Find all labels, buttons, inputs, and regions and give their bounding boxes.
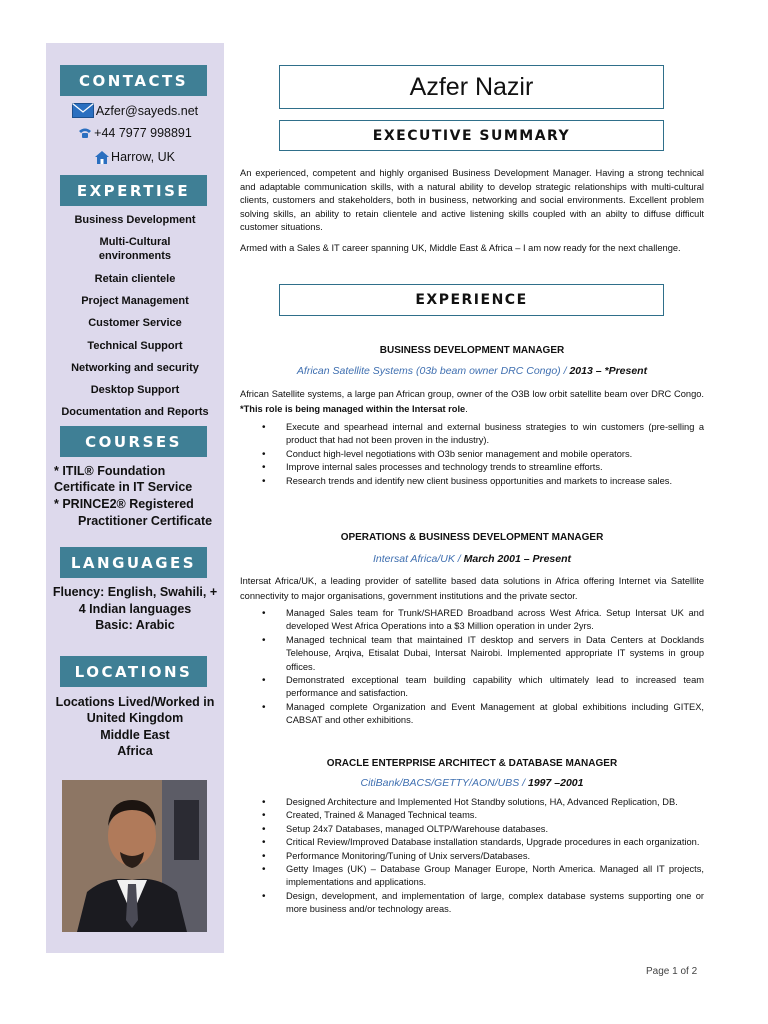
language-line: Basic: Arabic: [95, 618, 175, 632]
locations-heading: LOCATIONS: [60, 656, 207, 687]
location-line: [46, 150, 224, 164]
job-company: CitiBank/BACS/GETTY/AON/UBS: [360, 777, 520, 789]
job-description: Intersat Africa/UK, a leading provider of satellite based data solutions in Africa offering Internet via Satellite connectivity to major organisations, government institutions and the private sector.: [240, 576, 704, 601]
expertise-item: Desktop Support: [90, 384, 180, 396]
list-item: • Managed complete Organization and Event Management at global exhibitions including GITEX, CABSAT and other exhibitions.: [260, 701, 704, 728]
phone-icon: [78, 127, 92, 139]
list-item: • Managed technical team that maintained IT desktop and servers in Data Centers at Docklands Telehouse, Arqiva, Etisalat Dubai, Intersat Nairobi. Implemented appropriate IT systems in group offices.: [260, 634, 704, 674]
job-separator: /: [519, 777, 528, 789]
location-text: Harrow, UK: [111, 150, 175, 164]
page-number: Page 1 of 2: [646, 966, 698, 977]
job-description: [240, 387, 704, 416]
phone-line[interactable]: [46, 126, 224, 140]
job-years: 1997 –2001: [528, 777, 584, 789]
summary-heading-box: [279, 120, 664, 151]
expertise-item: Documentation and Reports: [61, 406, 209, 418]
job-desc-end: .: [465, 403, 468, 414]
languages-heading: LANGUAGES: [60, 547, 207, 578]
expertise-item: Project Management: [81, 295, 189, 307]
list-item: • Getty Images (UK) – Database Group Manager Europe, North America. Managed all IT projects, implementations and applications.: [260, 863, 704, 890]
summary-paragraph: An experienced, competent and highly organised Business Development Manager. Having a strong technical and adaptable communication skills, with a natural ability to develop strategic relationships with multi-cultural clients, customers and stakeholders, both in business, networking and social environments. Excellent problem solving skills, an ability to retain clientele and active listening skills coupled with an abilty to diffuse difficult customer situations.: [240, 168, 704, 232]
job-title: BUSINESS DEVELOPMENT MANAGER: [379, 345, 565, 356]
name-box: [279, 65, 664, 109]
list-item: • Research trends and identify new client business opportunities and markets to increase sales.: [260, 475, 704, 488]
job-bullets: [260, 421, 704, 488]
job-title: ORACLE ENTERPRISE ARCHITECT & DATABASE MANAGER: [326, 758, 618, 769]
job-title: OPERATIONS & BUSINESS DEVELOPMENT MANAGER: [340, 532, 604, 543]
envelope-icon: [72, 103, 94, 118]
course-line: Practitioner Certificate: [78, 514, 213, 528]
job-bullets: [260, 796, 704, 917]
expertise-item: Retain clientele: [94, 273, 176, 285]
list-item: • Execute and spearhead internal and external business strategies to win customers (pre-selling a product that had not been proven in the industry).: [260, 421, 704, 448]
list-item: • Critical Review/Improved Database installation standards, Upgrade procedures in each organization.: [260, 836, 704, 849]
list-item: • Managed Sales team for Trunk/SHARED Broadband across West Africa. Setup Intersat UK and developed West Africa Operations into a $3 Million operation in under 2yrs.: [260, 607, 704, 634]
location-item: Africa: [117, 744, 153, 758]
phone-text[interactable]: +44 7977 998891: [94, 126, 192, 140]
expertise-item: Technical Support: [87, 340, 183, 352]
job-employer-line: [240, 777, 704, 789]
course-line: Certificate in IT Service: [54, 480, 193, 494]
location-item: Locations Lived/Worked in: [55, 695, 215, 709]
job-employer-line: [240, 365, 704, 377]
summary-paragraph-2: Armed with a Sales & IT career spanning UK, Middle East & Africa – I am now ready for the next challenge.: [240, 243, 681, 253]
job-separator: /: [454, 553, 464, 565]
experience-heading-box: [279, 284, 664, 316]
candidate-name: Azfer Nazir: [409, 72, 534, 101]
job-desc-text: African Satellite systems, a large pan African group, owner of the O3B low orbit satellite beam over DRC Congo.: [240, 389, 704, 399]
job-company: African Satellite Systems (03b beam owner DRC Congo): [296, 365, 561, 377]
profile-photo: [62, 780, 207, 932]
sidebar: [46, 43, 224, 953]
expertise-item: Multi-Cultural: [99, 236, 171, 248]
job-years: 2013 – *Present: [569, 365, 648, 377]
contacts-heading: CONTACTS: [60, 65, 207, 96]
expertise-item: Business Development: [74, 214, 196, 226]
expertise-item: Networking and security: [71, 362, 199, 374]
email-text[interactable]: Azfer@sayeds.net: [95, 103, 199, 118]
location-item: United Kingdom: [86, 711, 184, 725]
email-line[interactable]: [46, 103, 224, 118]
home-icon: [95, 151, 109, 164]
list-item: • Setup 24x7 Databases, managed OLTP/Warehouse databases.: [260, 823, 704, 836]
expertise-item: Customer Service: [88, 317, 182, 329]
course-line: * ITIL® Foundation: [54, 464, 166, 478]
job-employer-line: [240, 553, 704, 565]
list-item: • Designed Architecture and Implemented Hot Standby solutions, HA, Advanced Replication, DB.: [260, 796, 704, 809]
job-separator: /: [560, 365, 570, 377]
list-item: • Created, Trained & Managed Technical teams.: [260, 809, 704, 822]
list-item: • Design, development, and implementation of large, complex database systems supporting one or more business and/or technology areas.: [260, 890, 704, 917]
list-item: • Performance Monitoring/Tuning of Unix servers/Databases.: [260, 850, 704, 863]
summary-heading: EXECUTIVE SUMMARY: [372, 127, 571, 144]
language-line: 4 Indian languages: [78, 602, 192, 616]
list-item: • Demonstrated exceptional team building capability which ultimately lead to increased team performance and satisfaction.: [260, 674, 704, 701]
courses-heading: COURSES: [60, 426, 207, 457]
list-item: • Improve internal sales processes and technology trends to streamline efforts.: [260, 461, 704, 474]
job-desc-bold: *This role is being managed within the Intersat role: [240, 403, 466, 414]
job-bullets: [260, 607, 704, 728]
experience-heading: EXPERIENCE: [415, 292, 528, 308]
language-line: Fluency: English, Swahili, +: [52, 585, 218, 599]
location-item: Middle East: [100, 728, 170, 742]
expertise-heading: EXPERTISE: [60, 175, 207, 206]
job-company: Intersat Africa/UK: [372, 553, 455, 565]
expertise-item: environments: [98, 250, 172, 262]
course-line: * PRINCE2® Registered: [54, 497, 194, 511]
job-years: March 2001 – Present: [463, 553, 572, 565]
list-item: • Conduct high-level negotiations with O3b senior management and mobile operators.: [260, 448, 704, 461]
